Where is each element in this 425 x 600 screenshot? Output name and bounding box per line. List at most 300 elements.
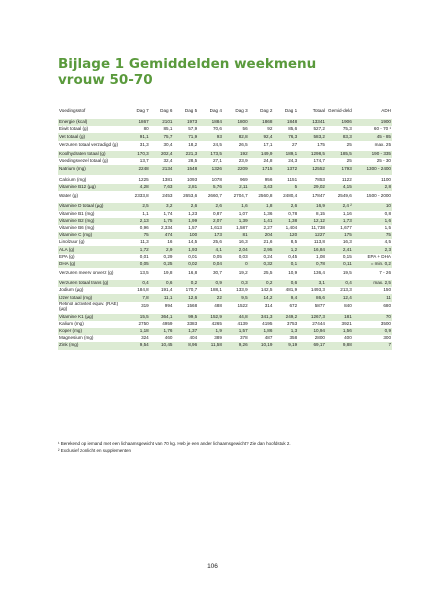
table-cell: 1093 <box>186 177 198 183</box>
table-cell: 24,3 <box>288 157 298 163</box>
table-cell: 85,6 <box>288 126 298 132</box>
table-cell: 175 <box>317 142 325 148</box>
table-cell: 170,7 <box>185 287 198 293</box>
table-cell: 152,9 <box>198 314 223 321</box>
table-cell: 80 <box>143 126 149 132</box>
table-cell: 14,2 <box>249 294 274 301</box>
table-cell: 8,15 <box>316 210 325 216</box>
table-cell: 1,37 <box>173 328 198 335</box>
table-cell: 4959 <box>162 320 173 326</box>
table-cell: 16,84 <box>298 246 326 253</box>
table-cell: 181 <box>326 314 353 321</box>
table-cell: 0,05 <box>126 261 150 268</box>
table-cell: 672 <box>289 303 298 309</box>
table-cell: 142,5 <box>260 287 273 293</box>
table-cell: 1,39 <box>223 218 249 225</box>
table-cell: 23,9 <box>238 157 248 163</box>
table-cell: 994 <box>164 303 173 309</box>
table-cell: 2653,6 <box>183 192 198 198</box>
table-cell: 2,8 <box>353 184 392 191</box>
table-cell: 2560,8 <box>258 192 273 198</box>
table-cell: 0,9 <box>353 328 392 335</box>
table-row <box>58 133 392 140</box>
table-cell: 249,2 <box>273 314 298 321</box>
nutrient-name: Energie (kcal) <box>58 119 126 126</box>
table-cell: 0,11 <box>326 261 353 268</box>
nutrient-name: Eiwit totaal (g) <box>59 126 89 132</box>
table-cell: 1298,5 <box>298 151 326 158</box>
table-cell: 150 <box>383 287 391 293</box>
table-cell: 481,9 <box>285 287 298 293</box>
table-cell: 1,08 <box>316 253 325 259</box>
table-cell: 24,8 <box>263 157 273 163</box>
table-cell: = min. 0,2 <box>353 261 392 268</box>
table-cell: 192 <box>223 151 249 158</box>
table-cell: 0,3 <box>223 280 249 287</box>
nutrient-name: Vet totaal (g) <box>58 133 126 140</box>
table-cell: 1,86 <box>249 328 274 335</box>
table-cell: 3500 <box>380 320 391 326</box>
table-cell: 173 <box>198 232 223 239</box>
table-cell: 149,9 <box>249 151 274 158</box>
table-cell: 1100 <box>381 177 391 183</box>
table-cell: 1,75 <box>150 218 174 225</box>
table-cell: 1973 <box>173 119 198 126</box>
table-cell: 76,3 <box>273 133 298 140</box>
table-cell: 11,738 <box>311 225 325 231</box>
table-cell: 2,81 <box>173 184 198 191</box>
table-cell: 184,8 <box>137 287 149 293</box>
table-cell: 4265 <box>211 320 222 326</box>
table-cell: 16,9 <box>298 203 326 210</box>
table-cell: 2704,7 <box>233 192 248 198</box>
table-cell: 75,7 <box>150 133 174 140</box>
table-cell: 27 <box>292 142 298 148</box>
table-row <box>58 158 392 165</box>
table-cell: 4,1 <box>198 246 223 253</box>
table-row <box>58 294 392 301</box>
column-header: Dag 2 <box>260 108 273 114</box>
table-cell: 27444 <box>312 320 325 326</box>
table-cell: 3,2 <box>150 203 174 210</box>
table-cell: 0,96 <box>139 225 149 231</box>
table-cell: 25,6 <box>212 239 222 245</box>
nutrient-name: Vitamine B12 (µg) <box>58 184 126 191</box>
table-cell: 1151 <box>287 177 298 183</box>
table-cell: 11,3 <box>140 239 149 245</box>
table-cell: 2248 <box>126 165 150 175</box>
table-cell: 1,57 <box>188 225 198 231</box>
table-cell: 1,8 <box>249 203 274 210</box>
table-cell: 221,3 <box>173 151 198 158</box>
table-cell: 2,3 <box>353 246 392 253</box>
table-cell: 3921 <box>341 320 352 326</box>
table-cell: 10,19 <box>249 342 274 349</box>
table-row <box>58 287 392 294</box>
table-cell: 18,2 <box>188 142 198 148</box>
table-cell: 1,56 <box>326 328 353 335</box>
table-cell: 404 <box>189 335 198 341</box>
table-cell: 460 <box>164 335 173 341</box>
table-cell: 204 <box>249 232 274 239</box>
table-cell: 2800 <box>314 335 325 341</box>
table-cell: 91,1 <box>126 133 150 140</box>
table-cell: 2,6 <box>198 203 223 210</box>
table-cell: 5877 <box>314 303 325 309</box>
table-row <box>58 184 392 191</box>
table-cell: 1,6 <box>353 218 392 225</box>
table-cell: 4,28 <box>126 184 150 191</box>
table-cell: 2,9 <box>150 246 174 253</box>
table-cell: 4139 <box>237 320 248 326</box>
table-cell: 3,43 <box>249 184 274 191</box>
table-cell: 1,23 <box>188 210 198 216</box>
column-header: Totaal <box>312 108 325 114</box>
table-cell: 71,9 <box>173 133 198 140</box>
table-cell: 31,3 <box>139 142 149 148</box>
table-cell: 100 <box>173 232 198 239</box>
table-row <box>58 141 392 151</box>
table-cell: 170,3 <box>126 151 150 158</box>
table-cell: 488 <box>214 303 222 309</box>
table-cell: 13,5 <box>139 269 149 275</box>
table-cell: 1906 <box>326 119 353 126</box>
table-cell: 22 <box>198 294 223 301</box>
column-header: Gemid-deld <box>328 108 352 114</box>
table-cell: 1,613 <box>210 225 222 231</box>
table-cell: 2,4 ² <box>326 203 353 210</box>
table-cell: 56 <box>242 126 248 132</box>
table-cell: 12,4 <box>326 294 353 301</box>
table-row <box>58 211 392 218</box>
table-cell: 1,18 <box>126 328 150 335</box>
table-cell: 0,4 <box>126 280 150 287</box>
table-cell: 1,36 <box>263 210 273 216</box>
nutrient-name: EPA (g) <box>59 253 75 259</box>
table-cell: 0,6 <box>273 280 298 287</box>
table-cell: 9,54 <box>126 342 150 349</box>
table-cell: 136,4 <box>313 269 325 275</box>
table-row <box>58 239 392 246</box>
table-cell: 3753 <box>286 320 298 326</box>
nutrient-table <box>58 104 392 350</box>
nutrient-name: Retinol activiteit equiv. (RAE) (µg) <box>59 301 119 311</box>
table-cell: 81 <box>223 232 249 239</box>
table-cell: 1848 <box>273 119 298 126</box>
table-row <box>58 342 392 349</box>
table-header-row <box>58 104 392 119</box>
table-cell: 93 <box>198 133 223 140</box>
table-cell: 3383 <box>186 320 198 326</box>
table-cell: 1,72 <box>126 246 150 253</box>
table-cell: 1122 <box>341 177 352 183</box>
table-cell: 1,1 <box>142 210 149 216</box>
table-body <box>58 119 392 350</box>
nutrient-name: Verzuren meerv onverz (g) <box>59 269 114 275</box>
table-cell: 13341 <box>298 119 326 126</box>
table-cell: 4,15 <box>326 184 353 191</box>
table-cell: 0,8 <box>384 210 391 216</box>
table-cell: 1326 <box>198 165 223 175</box>
table-cell: 8,5 <box>290 239 298 245</box>
nutrient-name: Vitamine C (mg) <box>58 232 126 239</box>
table-cell: 1078 <box>211 177 222 183</box>
table-cell: 1,3 <box>273 328 298 335</box>
page-title-line-2: vrouw 50-70 <box>58 72 153 88</box>
table-cell: 1267,3 <box>298 314 326 321</box>
table-cell: 25 - 30 <box>376 157 391 163</box>
table-cell: 1,404 <box>285 225 298 231</box>
nutrient-name: Magnesium (mg) <box>59 335 94 341</box>
nutrient-name: Verzuren totaal verzadigd (g) <box>59 142 118 148</box>
table-cell: 11,1 <box>150 294 174 301</box>
table-row <box>58 261 392 268</box>
table-row <box>58 126 392 133</box>
table-cell: max. 2,5 <box>353 280 392 287</box>
table-cell: 358 <box>289 335 298 341</box>
table-cell: 0,4 <box>326 280 353 287</box>
table-row <box>58 268 392 278</box>
nutrient-name: Vitamine D totaal (µg) <box>58 203 126 210</box>
column-header: Dag 5 <box>184 108 198 114</box>
table-row <box>58 119 392 126</box>
nutrient-name: Linolzuur (g) <box>59 239 85 245</box>
table-cell: 0,9 <box>198 280 223 287</box>
table-cell: 2209 <box>223 165 249 175</box>
table-cell: 0,32 <box>249 261 274 268</box>
table-cell: 70,6 <box>212 126 222 132</box>
table-row <box>58 165 392 175</box>
table-cell: 1,587 <box>236 225 248 231</box>
table-row <box>58 321 392 328</box>
nutrient-name: Vitamine B2 (mg) <box>58 218 126 225</box>
table-cell: 1,99 <box>173 218 198 225</box>
table-cell: 44,8 <box>223 314 249 321</box>
table-cell: 1500 - 2000 <box>366 192 391 198</box>
footnote-1: ¹ Berekend op iemand met een lichaamsgewicht van 70 kg. Heb je een ander lichaamsgewicht? Zie dan hoofdstuk 2. <box>58 441 291 446</box>
table-cell: 527,2 <box>313 126 325 132</box>
table-cell: 190 - 335 <box>353 151 392 158</box>
column-header: Dag 6 <box>160 108 173 114</box>
table-cell: 16,3 <box>238 239 248 245</box>
table-cell: 1,57 <box>223 328 249 335</box>
table-cell: 213,3 <box>340 287 352 293</box>
table-cell: 10,9 <box>288 269 298 275</box>
table-cell: 10,94 <box>298 328 326 335</box>
table-cell: 1227 <box>298 232 326 239</box>
table-cell: 75 <box>353 232 392 239</box>
table-cell: 2660,7 <box>207 192 222 198</box>
column-header: Dag 4 <box>209 108 222 114</box>
table-cell: 0,6 <box>150 280 174 287</box>
table-cell: 0,15 <box>342 253 352 259</box>
table-cell: 9,26 <box>223 342 249 349</box>
table-cell: 19,8 <box>163 269 173 275</box>
table-cell: 2,27 <box>263 225 273 231</box>
nutrient-name: Water (g) <box>59 192 78 198</box>
table-cell: 2,5 <box>126 203 150 210</box>
nutrient-name: Jodium (µg) <box>59 287 84 293</box>
table-cell: 3,1 <box>298 280 326 287</box>
table-cell: 2,04 <box>223 246 249 253</box>
nutrient-name: Natrium (mg) <box>58 165 126 175</box>
table-cell: 324 <box>141 335 149 341</box>
table-cell: 14,5 <box>188 239 198 245</box>
table-cell: 969 <box>240 177 248 183</box>
table-cell: 17,1 <box>263 142 273 148</box>
table-row <box>58 254 392 261</box>
table-cell: 1548 <box>173 165 198 175</box>
table-cell: 2750 <box>138 320 149 326</box>
table-cell: 57,9 <box>188 126 198 132</box>
table-cell: 0,1 <box>273 261 298 268</box>
table-cell: 30,7 <box>212 269 222 275</box>
table-row <box>58 335 392 342</box>
table-cell: EPA + DHA <box>367 253 391 259</box>
table-cell: 10 <box>353 203 392 210</box>
table-cell: 0,78 <box>298 261 326 268</box>
table-cell: 19,2 <box>238 269 248 275</box>
table-cell: 1,2 <box>273 246 298 253</box>
table-cell: 9,19 <box>273 342 298 349</box>
table-cell: 11 <box>353 294 392 301</box>
table-cell: 32,4 <box>163 157 173 163</box>
table-cell: 2,95 <box>249 246 274 253</box>
table-cell: 120 <box>273 232 298 239</box>
nutrient-name: Koper (mg) <box>58 328 126 335</box>
table-cell: 2,13 <box>126 218 150 225</box>
table-cell: 1300 - 2400 <box>353 165 392 175</box>
table-row <box>58 151 392 158</box>
table-cell: 2,6 <box>173 203 198 210</box>
page-title <box>58 56 398 88</box>
table-cell: 1,73 <box>326 218 353 225</box>
table-cell: 1793 <box>326 165 353 175</box>
table-cell: 25 <box>346 142 352 148</box>
table-cell: 1381 <box>162 177 173 183</box>
table-cell: 17847 <box>312 192 325 198</box>
table-cell: 24,5 <box>212 142 222 148</box>
table-cell: 16,3 <box>342 239 352 245</box>
nutrient-name: Vitamine K1 (µg) <box>58 314 126 321</box>
table-cell: 680 <box>383 303 391 309</box>
table-cell: 7,8 <box>126 294 150 301</box>
table-cell: 85,1 <box>163 126 173 132</box>
table-cell: 0,2 <box>173 280 198 287</box>
table-cell: 364,1 <box>150 314 174 321</box>
table-cell: max. 25 <box>374 142 391 148</box>
table-cell: 4,5 <box>384 239 391 245</box>
table-cell: 11,58 <box>198 342 223 349</box>
table-cell: 0,03 <box>238 253 248 259</box>
table-cell: 60 - 70 ¹ <box>373 126 391 132</box>
nutrient-name: Vitamine B6 (mg) <box>59 225 95 231</box>
table-cell: 25 <box>346 157 352 163</box>
table-cell: 21,6 <box>263 239 273 245</box>
table-cell: 99,5 <box>173 314 198 321</box>
table-cell: 0,25 <box>150 261 174 268</box>
table-cell: 0,45 <box>288 253 298 259</box>
table-cell: 1225 <box>138 177 149 183</box>
table-cell: 1,9 <box>198 328 223 335</box>
table-cell: 173,5 <box>198 151 223 158</box>
table-cell: 1900 <box>353 119 392 126</box>
page-number: 106 <box>207 563 218 570</box>
table-cell: 1715 <box>249 165 274 175</box>
table-cell: 2134 <box>150 165 174 175</box>
table-cell: 113,8 <box>313 239 325 245</box>
table-cell: 202,4 <box>150 151 174 158</box>
table-cell: 300 <box>383 335 391 341</box>
table-row <box>58 232 392 239</box>
table-cell: 341,3 <box>249 314 274 321</box>
table-row <box>58 203 392 210</box>
table-cell: 319 <box>141 303 149 309</box>
table-cell: 583,2 <box>298 133 326 140</box>
table-row <box>58 328 392 335</box>
table-row <box>58 246 392 253</box>
table-row <box>58 225 392 232</box>
table-cell: 2,07 <box>198 218 223 225</box>
table-cell: 2453 <box>162 192 173 198</box>
table-cell: 174,7 <box>313 157 325 163</box>
nutrient-name: Koolhydraten totaal (g) <box>58 151 126 158</box>
table-cell: 9,5 <box>223 294 249 301</box>
table-cell: 185,5 <box>326 151 353 158</box>
table-cell: 29,02 <box>298 184 326 191</box>
table-cell: 45 - 85 <box>353 133 392 140</box>
table-cell: 314 <box>264 303 273 309</box>
table-cell: 2,334 <box>160 225 173 231</box>
table-cell: 1372 <box>273 165 298 175</box>
table-cell: 15,5 <box>126 314 150 321</box>
column-header: Voedingsstof <box>59 108 86 114</box>
table-cell: 0,78 <box>288 210 298 216</box>
nutrient-name: Vitamine B1 (mg) <box>59 210 95 216</box>
table-cell: 28,5 <box>188 157 198 163</box>
table-cell: 1,16 <box>342 210 352 216</box>
table-row <box>58 302 392 312</box>
table-cell: 1,41 <box>249 218 274 225</box>
table-cell: 1867 <box>126 119 150 126</box>
table-cell: 5 <box>273 184 298 191</box>
table-cell: 7 - 26 <box>379 269 391 275</box>
table-cell: 25,5 <box>263 269 273 275</box>
table-cell: 0,29 <box>163 253 173 259</box>
table-cell: 0,05 <box>212 253 222 259</box>
column-header: ADH <box>381 108 391 114</box>
table-cell: 7 <box>353 342 392 349</box>
table-cell: 1,74 <box>163 210 173 216</box>
table-cell: 10,45 <box>150 342 174 349</box>
table-cell: 133,9 <box>236 287 248 293</box>
nutrient-name: Zink (mg) <box>58 342 126 349</box>
table-cell: 0,04 <box>198 261 223 268</box>
table-cell: 2,41 <box>326 246 353 253</box>
table-cell: 1,38 <box>273 218 298 225</box>
table-cell: 1,76 <box>150 328 174 335</box>
table-row <box>58 177 392 184</box>
table-cell: 378 <box>240 335 248 341</box>
table-cell: 956 <box>264 177 273 183</box>
table-cell: 2480,4 <box>283 192 298 198</box>
table-cell: 19,5 <box>342 269 352 275</box>
table-row <box>58 218 392 225</box>
table-cell: 1884 <box>198 119 223 126</box>
table-cell: 16 <box>167 239 173 245</box>
table-cell: 92,4 <box>249 133 274 140</box>
nutrient-name: Verzuren totaal trans (g) <box>58 280 126 287</box>
